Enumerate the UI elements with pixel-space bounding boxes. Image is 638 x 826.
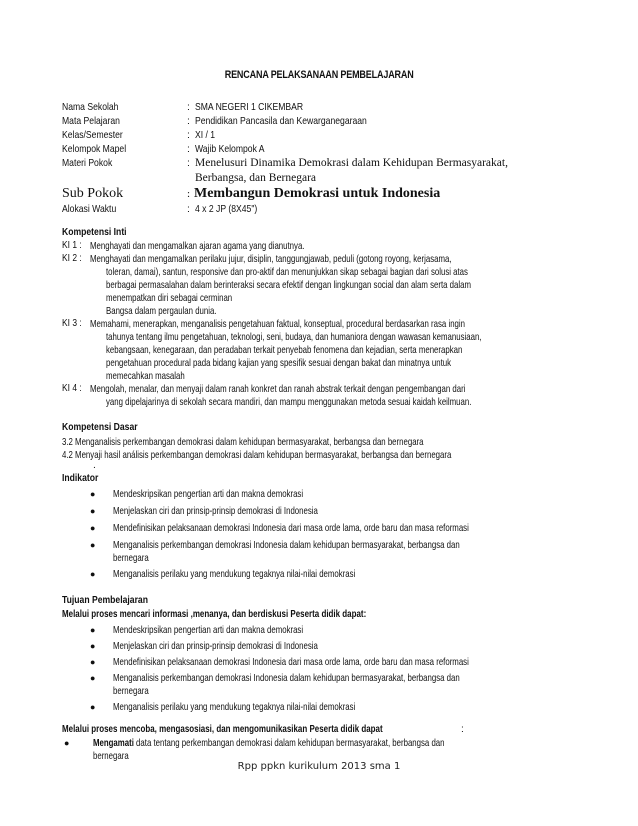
meta-separator: : <box>187 203 190 215</box>
ki3-line <box>106 331 600 344</box>
ki3-line <box>106 370 210 383</box>
ki4-line <box>106 396 587 409</box>
ki-text: menempatkan diri sebagai cerminan <box>106 293 233 304</box>
ki-label-text: KI 4 : <box>62 383 82 394</box>
ki-text: Memahami, menerapkan, menganalisis pengetahuan faktual, konseptual, procedural berdasarkan rasa ingin <box>90 319 465 330</box>
ki2-line <box>106 266 582 279</box>
ki2-line <box>106 305 251 318</box>
section-heading-kd <box>62 421 154 433</box>
tujuan-subheading-2 <box>62 723 484 735</box>
meta-value: Pendidikan Pancasila dan Kewarganegaraan <box>195 115 367 127</box>
bullet-icon: ● <box>90 641 96 651</box>
bullet-icon: ● <box>90 569 96 579</box>
indikator-text: Menganalisis perilaku yang mendukung tegaknya nilai-nilai demokrasi <box>113 569 356 580</box>
section-heading-indikator <box>62 472 106 484</box>
section-heading-ki <box>62 226 141 238</box>
ki-text: tahunya tentang ilmu pengetahuan, teknologi, seni, budaya, dan humaniora dengan wawasan kemanusiaan, <box>106 332 482 343</box>
subheading-text: Melalui proses mencari informasi ,menanya, dan berdiskusi Peserta didik dapat: <box>62 608 367 620</box>
meta-label: Nama Sekolah <box>62 101 119 113</box>
title-text: RENCANA PELAKSANAAN PEMBELAJARAN <box>224 69 414 81</box>
meta-label: Sub Pokok <box>62 186 124 201</box>
mengamati-label: Mengamati <box>93 738 134 749</box>
bullet-icon: ● <box>90 625 96 635</box>
heading-text: Indikator <box>62 472 99 484</box>
subheading-colon: : <box>461 724 464 735</box>
meta-separator: : <box>187 115 190 127</box>
ki3-line <box>106 357 560 370</box>
page-footer: Rpp ppkn kurikulum 2013 sma 1 <box>237 761 401 772</box>
tujuan-item-continued <box>113 685 160 698</box>
ki-text: Bangsa dalam pergaulan dunia. <box>106 306 217 317</box>
bullet-icon: ● <box>64 738 70 748</box>
tujuan-text: Menganalisis perkembangan demokrasi Indonesia dalam kehidupan bermasyarakat, berbangsa dan <box>113 673 460 684</box>
ki2-label <box>62 253 86 264</box>
ki-label-text: KI 3 : <box>62 318 82 329</box>
heading-text: Tujuan Pembelajaran <box>62 594 148 606</box>
meta-label: Kelas/Semester <box>62 129 123 141</box>
mengamati-text: data tentang perkembangan demokrasi dalam kehidupan bermasyarakat, berbangsa dan <box>133 738 445 749</box>
ki3-line <box>90 318 583 331</box>
tujuan-text: Mendeskripsikan pengertian arti dan makna demokrasi <box>113 625 304 636</box>
meta-label: Materi Pokok <box>62 157 113 169</box>
ki1-line <box>90 240 372 253</box>
ki-text: pengetahuan procedural pada bidang kajian yang spesifik sesuai dengan bakat dan minatnya untuk <box>106 358 452 369</box>
bullet-icon: ● <box>90 506 96 516</box>
tujuan-text: Menganalisis perilaku yang mendukung tegaknya nilai-nilai demokrasi <box>113 702 356 713</box>
meta-separator: : <box>187 157 190 169</box>
kd-line <box>62 449 574 462</box>
indikator-text: bernegara <box>113 553 149 564</box>
ki-text: memecahkan masalah <box>106 371 185 382</box>
meta-value: XI / 1 <box>195 129 216 141</box>
meta-label: Kelompok Mapel <box>62 143 127 155</box>
tujuan-subheading <box>62 608 462 620</box>
meta-label: Alokasi Waktu <box>62 203 117 215</box>
ki3-line <box>106 344 575 357</box>
ki-text: Menghayati dan mengamalkan ajaran agama yang dianutnya. <box>90 241 305 252</box>
ki4-label <box>62 383 86 394</box>
ki4-line <box>90 383 584 396</box>
ki-text: Mengolah, menalar, dan menyaji dalam ranah konkret dan ranah abstrak terkait dengan pengembangan dari <box>90 384 466 395</box>
bullet-icon: ● <box>90 540 96 550</box>
meta-value-continued: Berbangsa, dan Bernegara <box>195 172 317 184</box>
subheading-text: Melalui proses mencoba, mengasosiasi, dan mengomunikasikan Peserta didik dapat <box>62 723 383 735</box>
kd-line <box>62 436 538 449</box>
bullet-icon: ● <box>90 702 96 712</box>
meta-value: Menelusuri Dinamika Demokrasi dalam Kehidupan Bermasyarakat, <box>195 157 508 169</box>
ki-text: yang dipelajarinya di sekolah secara mandiri, dan mampu menggunakan metoda sesuai kaidah keilmuan. <box>106 397 472 408</box>
ki-text: Menghayati dan mengamalkan perilaku jujur, disiplin, tanggungjawab, peduli (gotong royong, kerjasama, <box>90 254 452 265</box>
meta-value: SMA NEGERI 1 CIKEMBAR <box>195 101 304 113</box>
bullet-icon: ● <box>90 673 96 683</box>
stray-dot: . <box>93 460 96 471</box>
ki-text: kebangsaan, kenegaraan, dan peradaban terkait penyebab fenomena dan kejadian, serta menerapkan <box>106 345 463 356</box>
section-heading-tujuan <box>62 594 167 606</box>
heading-text: Kompetensi Dasar <box>62 421 138 433</box>
kd-text: 3.2 Menganalisis perkembangan demokrasi dalam kehidupan bermasyarakat, berbangsa dan bernegara <box>62 437 424 448</box>
ki2-line <box>106 279 586 292</box>
meta-label: Mata Pelajaran <box>62 115 120 127</box>
ki-label-text: KI 2 : <box>62 253 82 264</box>
ki-text: toleran, damai), santun, responsive dan pro-aktif dan menunjukkan sikap sebagai bagian dari solusi atas <box>106 267 468 278</box>
ki-label-text: KI 1 : <box>62 240 82 251</box>
bullet-icon: ● <box>90 489 96 499</box>
kd-text: 4.2 Menyaji hasil análisis perkembangan demokrasi dalam kehidupan bermasyarakat, berbangsa dan bernegara <box>62 450 452 461</box>
indikator-text: Mendefinisikan pelaksanaan demokrasi Indonesia dari masa orde lama, orde baru dan masa reformasi <box>113 523 469 534</box>
meta-value: 4 x 2 JP (8X45") <box>195 203 258 215</box>
ki-text: berbagai permasalahan dalam berinteraksi secara efektif dengan lingkungan social dan alam serta dalam <box>106 280 471 291</box>
ki2-line <box>106 292 272 305</box>
indikator-text: Menganalisis perkembangan demokrasi Indonesia dalam kehidupan bermasyarakat, berbangsa dan <box>113 540 460 551</box>
indikator-item-continued <box>113 552 160 565</box>
meta-value: Wajib Kelompok A <box>195 143 265 155</box>
meta-separator: : <box>187 188 191 200</box>
indikator-text: Mendeskripsikan pengertian arti dan makna demokrasi <box>113 489 304 500</box>
bullet-icon: ● <box>90 657 96 667</box>
meta-separator: : <box>187 101 190 113</box>
indikator-text: Menjelaskan ciri dan prinsip-prinsip demokrasi di Indonesia <box>113 506 318 517</box>
tujuan-text: Menjelaskan ciri dan prinsip-prinsip demokrasi di Indonesia <box>113 641 318 652</box>
bullet-icon: ● <box>90 523 96 533</box>
ki2-line <box>90 253 566 266</box>
tujuan-text: Mendefinisikan pelaksanaan demokrasi Indonesia dari masa orde lama, orde baru dan masa reformasi <box>113 657 469 668</box>
heading-text: Kompetensi Inti <box>62 226 127 238</box>
document-title <box>0 69 638 81</box>
ki3-label <box>62 318 86 329</box>
ki1-label <box>62 240 86 251</box>
meta-separator: : <box>187 129 190 141</box>
meta-value: Membangun Demokrasi untuk Indonesia <box>194 186 441 201</box>
tujuan-text: bernegara <box>113 686 149 697</box>
mengamati-text: bernegara <box>93 751 129 762</box>
meta-separator: : <box>187 143 190 155</box>
